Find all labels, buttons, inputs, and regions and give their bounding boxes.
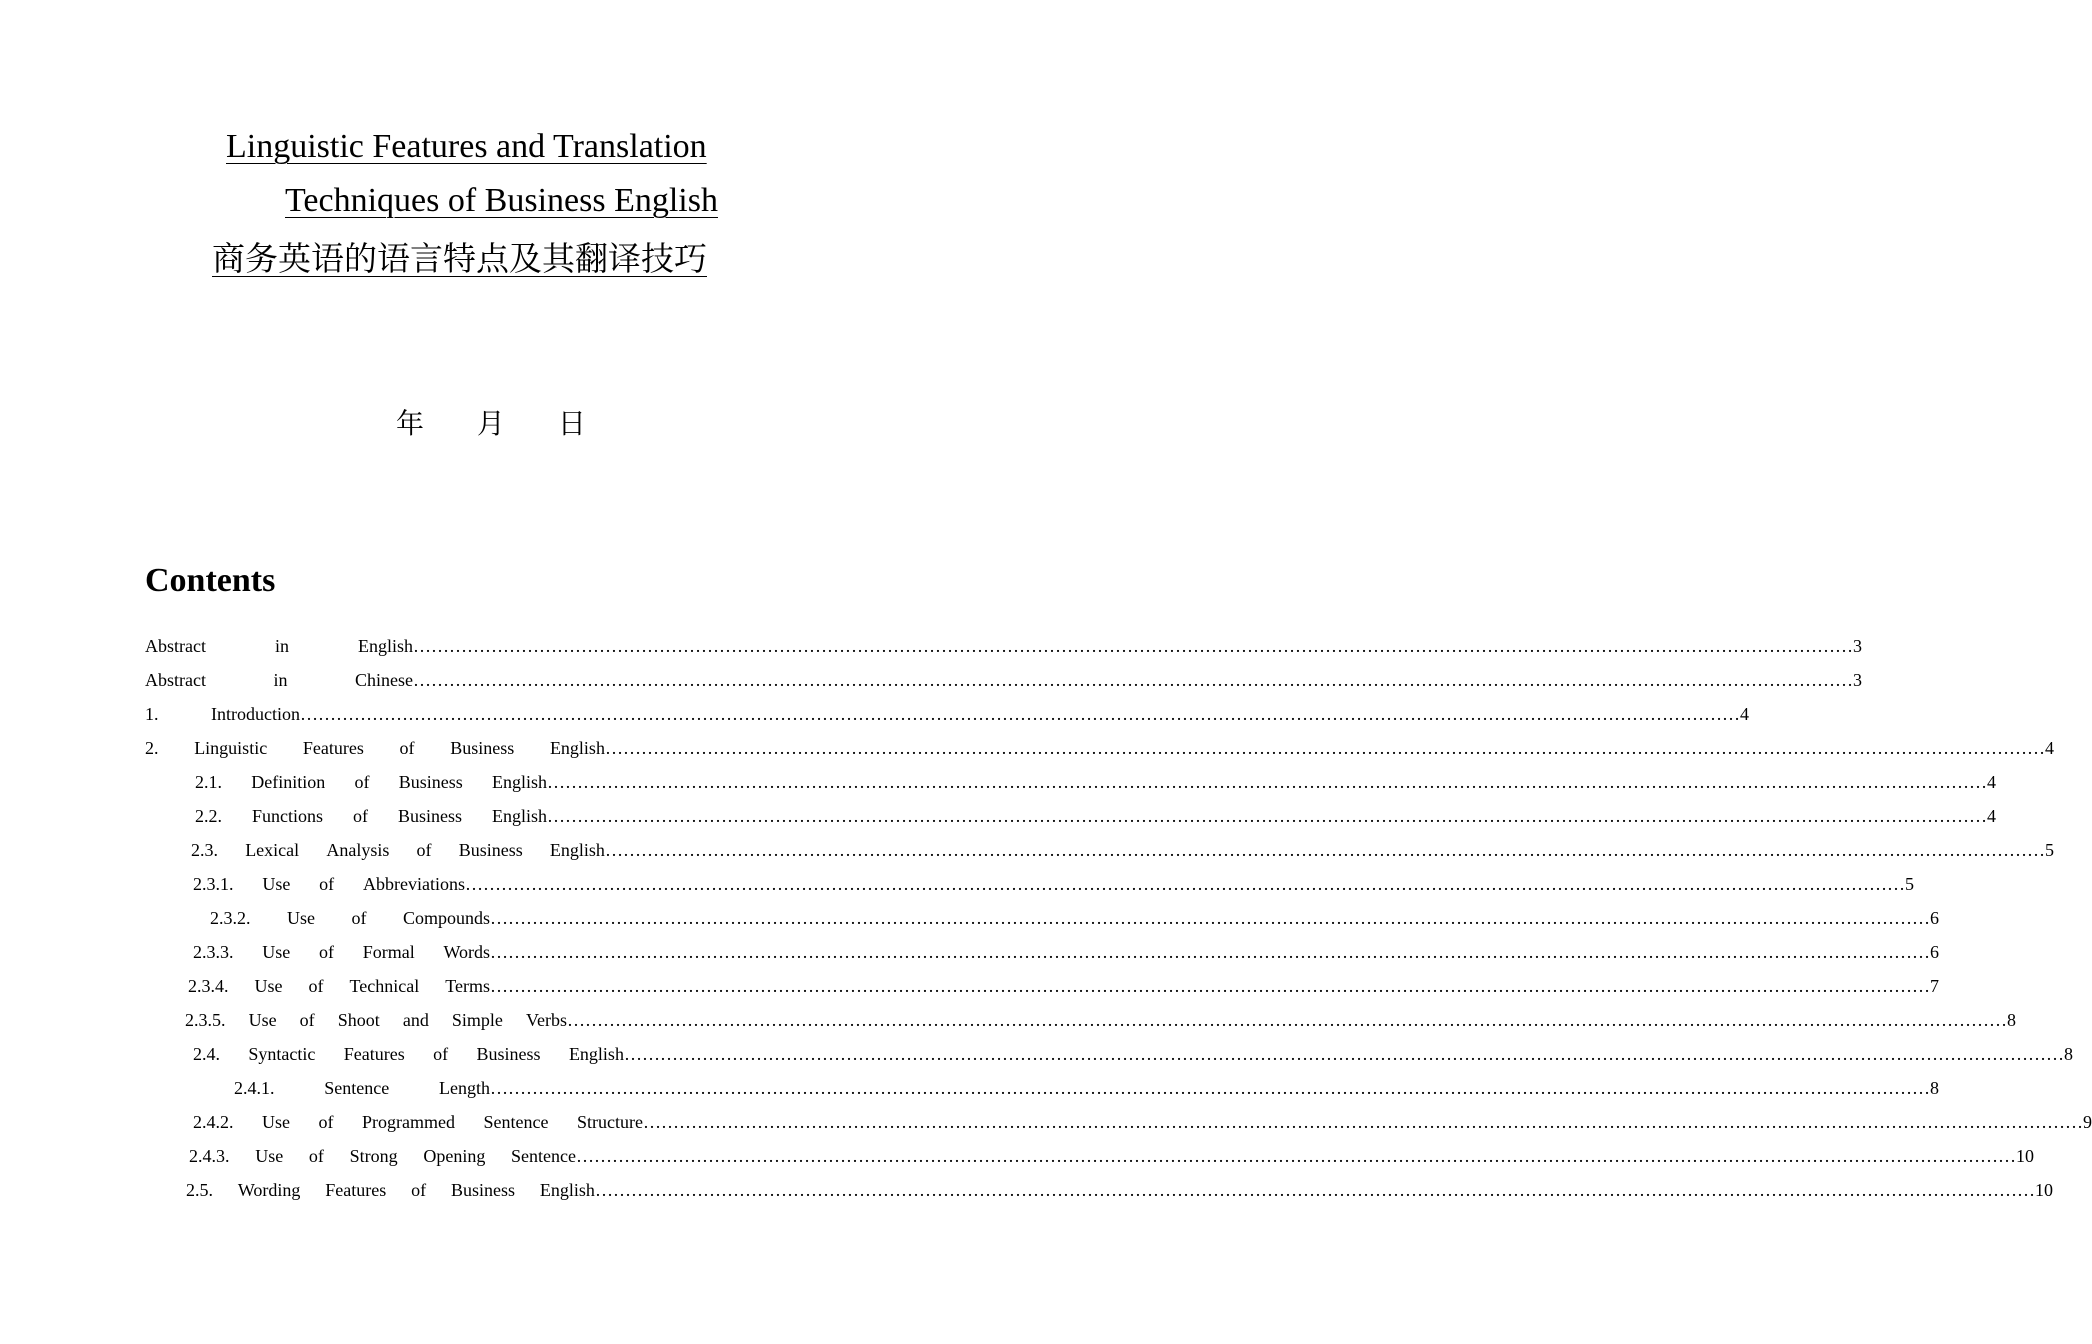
toc-entry-word: of	[416, 840, 432, 860]
toc-page-number: 5	[1905, 874, 1914, 894]
toc-entry-word: Analysis	[326, 840, 390, 860]
toc-leader-dots: ……………………………………………………………………………………………………………………………………………………………………………………………………………………	[605, 840, 2045, 860]
toc-page-number: 7	[1930, 976, 1939, 996]
toc-entry-word: 2.5.	[186, 1180, 213, 1200]
toc-entry-word: 2.4.1.	[234, 1078, 275, 1098]
toc-entry-title	[193, 942, 490, 963]
toc-entry-word: Use	[248, 1010, 277, 1030]
toc-entry-word: Length	[439, 1078, 490, 1098]
toc-leader-dots: ……………………………………………………………………………………………………………………………………………………………………………………………………………………	[643, 1112, 2083, 1132]
toc-entry-word: 2.3.4.	[188, 976, 229, 996]
toc-entry-word: Business	[458, 840, 523, 860]
contents-heading: Contents	[145, 562, 276, 599]
toc-page-number: 10	[2016, 1146, 2034, 1166]
toc-entry[interactable]	[145, 636, 1862, 660]
toc-entry-title	[186, 1180, 595, 1201]
toc-entry-word: Shoot	[337, 1010, 380, 1030]
toc-page-number: 8	[2007, 1010, 2016, 1030]
toc-entry-title	[145, 636, 413, 657]
toc-entry-word: Lexical	[245, 840, 300, 860]
toc-entry-word: Sentence	[483, 1112, 549, 1132]
toc-page-number: 4	[2045, 738, 2054, 758]
toc-entry-word: Business	[397, 806, 462, 826]
toc-entry[interactable]	[185, 1010, 2016, 1034]
toc-entry-word: 2.3.1.	[193, 874, 234, 894]
toc-entry[interactable]	[234, 1078, 1939, 1102]
toc-entry-word: Use	[262, 942, 291, 962]
toc-entry-word: Simple	[451, 1010, 503, 1030]
toc-page-number: 5	[2045, 840, 2054, 860]
toc-entry-word: Features	[343, 1044, 405, 1064]
toc-page-number: 10	[2035, 1180, 2053, 1200]
toc-entry-word: Chinese	[355, 670, 413, 690]
toc-leader-dots: ……………………………………………………………………………………………………………………………………………………………………………………………………………………	[300, 704, 1740, 724]
date-day: 日	[557, 407, 586, 440]
toc-entry-word: English	[549, 840, 605, 860]
toc-entry-word: English	[357, 636, 413, 656]
toc-entry[interactable]	[186, 1180, 2053, 1204]
toc-entry[interactable]	[193, 1112, 2092, 1136]
toc-entry-title	[193, 1112, 643, 1133]
toc-page-number: 8	[1930, 1078, 1939, 1098]
toc-entry-title	[195, 806, 547, 827]
toc-leader-dots: ……………………………………………………………………………………………………………………………………………………………………………………………………………………	[490, 1078, 1930, 1098]
toc-leader-dots: ……………………………………………………………………………………………………………………………………………………………………………………………………………………	[465, 874, 1905, 894]
toc-entry-title	[188, 976, 490, 997]
title-line-1: Linguistic Features and Translation	[226, 128, 707, 165]
toc-page-number: 6	[1930, 908, 1939, 928]
toc-entry[interactable]	[193, 874, 1914, 898]
toc-entry-word: Business	[450, 738, 515, 758]
toc-entry-title	[195, 772, 547, 793]
toc-entry-word: of	[299, 1010, 315, 1030]
title-line-2: Techniques of Business English	[285, 182, 718, 219]
toc-entry-word: Business	[398, 772, 463, 792]
toc-entry-word: Definition	[251, 772, 326, 792]
toc-page-number: 6	[1930, 942, 1939, 962]
date-line	[396, 402, 586, 442]
toc-entry[interactable]	[210, 908, 1939, 932]
toc-entry-word: Technical	[349, 976, 420, 996]
toc-entry-word: Abstract	[145, 636, 206, 656]
toc-page-number: 4	[1987, 806, 1996, 826]
toc-entry-word: Abstract	[145, 670, 206, 690]
toc-entry-word: of	[351, 908, 367, 928]
toc-entry-word: Use	[262, 874, 291, 894]
toc-entry-title	[191, 840, 605, 861]
toc-entry[interactable]	[145, 738, 2054, 762]
toc-entry-word: in	[273, 670, 288, 690]
toc-entry[interactable]	[193, 1044, 2073, 1068]
toc-page-number: 8	[2064, 1044, 2073, 1064]
toc-entry-title	[145, 738, 605, 759]
toc-leader-dots: ……………………………………………………………………………………………………………………………………………………………………………………………………………………	[413, 636, 1853, 656]
toc-leader-dots: ……………………………………………………………………………………………………………………………………………………………………………………………………………………	[624, 1044, 2064, 1064]
toc-entry-word: Verbs	[526, 1010, 567, 1030]
toc-leader-dots: ……………………………………………………………………………………………………………………………………………………………………………………………………………………	[490, 908, 1930, 928]
date-month: 月	[476, 407, 505, 440]
toc-entry-word: Compounds	[402, 908, 490, 928]
toc-entry[interactable]	[145, 704, 1749, 728]
toc-entry-word: Opening	[423, 1146, 486, 1166]
toc-page-number: 3	[1853, 670, 1862, 690]
toc-entry[interactable]	[193, 942, 1939, 966]
toc-leader-dots: ……………………………………………………………………………………………………………………………………………………………………………………………………………………	[605, 738, 2045, 758]
toc-entry-word: of	[399, 738, 415, 758]
toc-entry-word: of	[318, 1112, 334, 1132]
toc-entry-title	[185, 1010, 567, 1031]
toc-leader-dots: ……………………………………………………………………………………………………………………………………………………………………………………………………………………	[576, 1146, 2016, 1166]
toc-entry-word: Use	[255, 1146, 284, 1166]
toc-entry-title	[234, 1078, 490, 1099]
toc-entry-word: 2.1.	[195, 772, 222, 792]
toc-leader-dots: ……………………………………………………………………………………………………………………………………………………………………………………………………………………	[595, 1180, 2035, 1200]
toc-entry-word: 2.4.2.	[193, 1112, 234, 1132]
toc-entry-word: Features	[302, 738, 364, 758]
toc-entry-word: of	[308, 976, 324, 996]
toc-entry-word: English	[491, 772, 547, 792]
toc-entry-word: Functions	[251, 806, 323, 826]
toc-entry-word: Introduction	[211, 704, 300, 724]
toc-entry-word: English	[568, 1044, 624, 1064]
toc-leader-dots: ……………………………………………………………………………………………………………………………………………………………………………………………………………………	[490, 976, 1930, 996]
toc-entry-word: Strong	[349, 1146, 398, 1166]
toc-entry-word: English	[539, 1180, 595, 1200]
toc-entry-word: Formal	[362, 942, 415, 962]
toc-entry[interactable]	[189, 1146, 2034, 1170]
toc-entry-word: Use	[286, 908, 315, 928]
toc-leader-dots: ……………………………………………………………………………………………………………………………………………………………………………………………………………………	[547, 806, 1987, 826]
toc-entry-word: of	[308, 1146, 324, 1166]
toc-leader-dots: ……………………………………………………………………………………………………………………………………………………………………………………………………………………	[567, 1010, 2007, 1030]
toc-entry-word: Words	[443, 942, 490, 962]
toc-entry-word: of	[354, 772, 370, 792]
toc-entry-word: Sentence	[324, 1078, 390, 1098]
toc-entry-word: Use	[262, 1112, 290, 1132]
toc-entry-word: in	[274, 636, 289, 656]
toc-entry-title	[189, 1146, 576, 1167]
toc-leader-dots: ……………………………………………………………………………………………………………………………………………………………………………………………………………………	[490, 942, 1930, 962]
toc-entry-word: of	[352, 806, 368, 826]
toc-entry-word: Business	[451, 1180, 516, 1200]
toc-page-number: 3	[1853, 636, 1862, 656]
toc-entry-word: 2.3.5.	[185, 1010, 226, 1030]
toc-entry[interactable]	[195, 806, 1996, 830]
toc-entry-title	[193, 1044, 624, 1065]
toc-entry-word: English	[491, 806, 547, 826]
toc-entry-word: Linguistic	[194, 738, 268, 758]
toc-entry-word: Syntactic	[248, 1044, 316, 1064]
toc-entry-word: of	[411, 1180, 427, 1200]
toc-leader-dots: ……………………………………………………………………………………………………………………………………………………………………………………………………………………	[547, 772, 1987, 792]
toc-entry-word: Use	[254, 976, 283, 996]
toc-entry-word: Business	[476, 1044, 541, 1064]
toc-entry-word: Abbreviations	[362, 874, 465, 894]
toc-entry-word: Wording	[237, 1180, 301, 1200]
title-chinese: 商务英语的语言特点及其翻译技巧	[212, 239, 707, 278]
toc-leader-dots: ……………………………………………………………………………………………………………………………………………………………………………………………………………………	[413, 670, 1853, 690]
toc-entry-title	[210, 908, 490, 929]
toc-entry-word: Sentence	[511, 1146, 576, 1166]
toc-entry-word: 2.3.2.	[210, 908, 251, 928]
toc-entry-word: 1.	[145, 704, 159, 724]
toc-entry-word: 2.2.	[195, 806, 222, 826]
toc-entry-word: Structure	[576, 1112, 643, 1132]
toc-page-number: 4	[1740, 704, 1749, 724]
toc-entry-word: of	[319, 874, 335, 894]
toc-page-number: 4	[1987, 772, 1996, 792]
toc-entry-word: of	[433, 1044, 449, 1064]
toc-entry-word: 2.	[145, 738, 159, 758]
toc-entry-word: and	[402, 1010, 429, 1030]
toc-page-number: 9	[2083, 1112, 2092, 1132]
date-year: 年	[396, 407, 425, 440]
toc-entry-title	[145, 704, 300, 725]
toc-entry-word: Terms	[445, 976, 490, 996]
toc-entry[interactable]	[188, 976, 1939, 1000]
toc-entry[interactable]	[145, 670, 1862, 694]
toc-entry-word: 2.4.3.	[189, 1146, 230, 1166]
toc-entry-word: 2.3.3.	[193, 942, 234, 962]
toc-entry-word: 2.3.	[191, 840, 218, 860]
toc-entry-word: Features	[325, 1180, 387, 1200]
toc-entry-word: 2.4.	[193, 1044, 220, 1064]
toc-entry-word: Programmed	[362, 1112, 455, 1132]
toc-entry-title	[193, 874, 465, 895]
toc-entry[interactable]	[191, 840, 2054, 864]
toc-entry-title	[145, 670, 413, 691]
toc-entry-word: of	[318, 942, 334, 962]
toc-entry-word: English	[549, 738, 605, 758]
toc-entry[interactable]	[195, 772, 1996, 796]
